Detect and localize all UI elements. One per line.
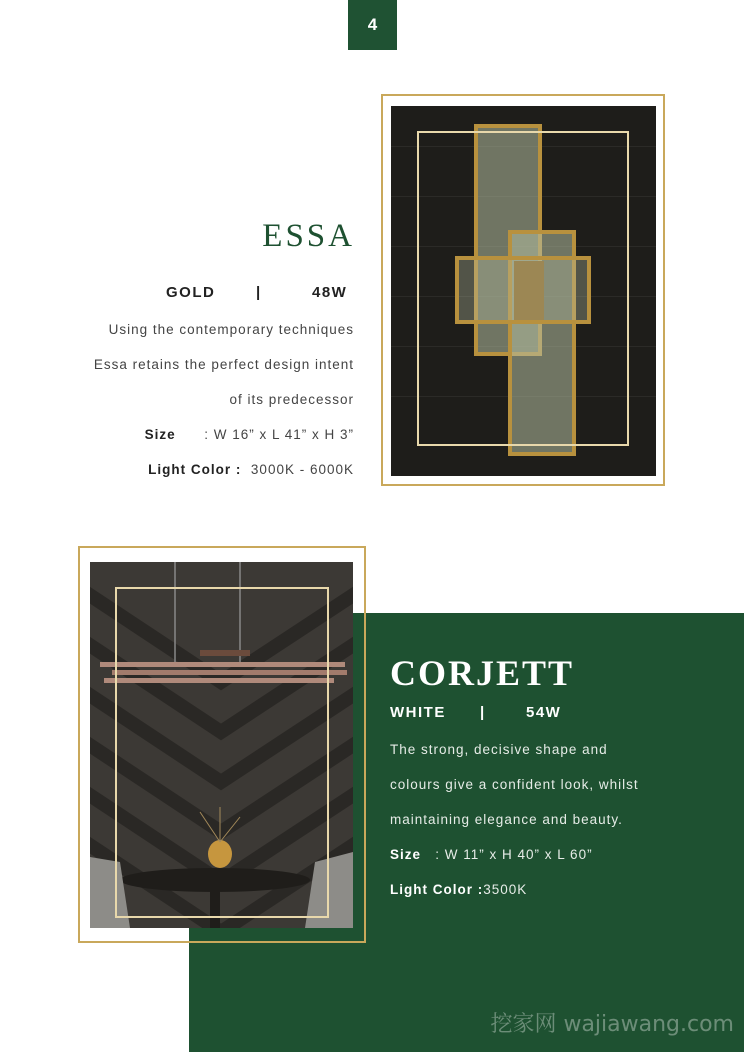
corjett-description-line: colours give a confident look, whilst (390, 777, 639, 792)
corjett-light-value: 3500K (483, 882, 528, 897)
corjett-light-color (390, 882, 527, 897)
essa-title: ESSA (262, 218, 355, 254)
corjett-wattage: 54W (526, 704, 562, 721)
essa-size-label: Size (144, 427, 176, 442)
corjett-light-label: Light Color : (390, 882, 484, 897)
essa-light-value: 3000K - 6000K (250, 462, 354, 477)
essa-finish: GOLD (166, 284, 216, 301)
essa-size (145, 427, 354, 442)
essa-description-line: of its predecessor (229, 392, 354, 407)
watermark: 挖家网 wajiawang.com (490, 1012, 734, 1037)
page-number: 4 (348, 0, 397, 50)
essa-wattage: 48W (312, 284, 348, 301)
essa-description-line: Using the contemporary techniques (108, 322, 354, 337)
essa-separator: | (256, 284, 262, 301)
corjett-size-value: : W 11” x H 40” x L 60” (435, 847, 593, 862)
essa-size-value: : W 16” x L 41” x H 3” (204, 427, 354, 442)
corjett-description-line: The strong, decisive shape and (390, 742, 608, 757)
corjett-size (390, 847, 593, 862)
essa-light-color (148, 462, 354, 477)
essa-description-line: Essa retains the perfect design intent (93, 357, 354, 372)
corjett-title: CORJETT (390, 653, 575, 693)
corjett-image-outline (115, 587, 329, 918)
corjett-description-line: maintaining elegance and beauty. (390, 812, 623, 827)
essa-image-outline (417, 131, 629, 446)
corjett-finish: WHITE (390, 704, 446, 721)
corjett-separator: | (480, 704, 486, 721)
corjett-size-label: Size (390, 847, 422, 862)
essa-light-label: Light Color : (148, 462, 242, 477)
